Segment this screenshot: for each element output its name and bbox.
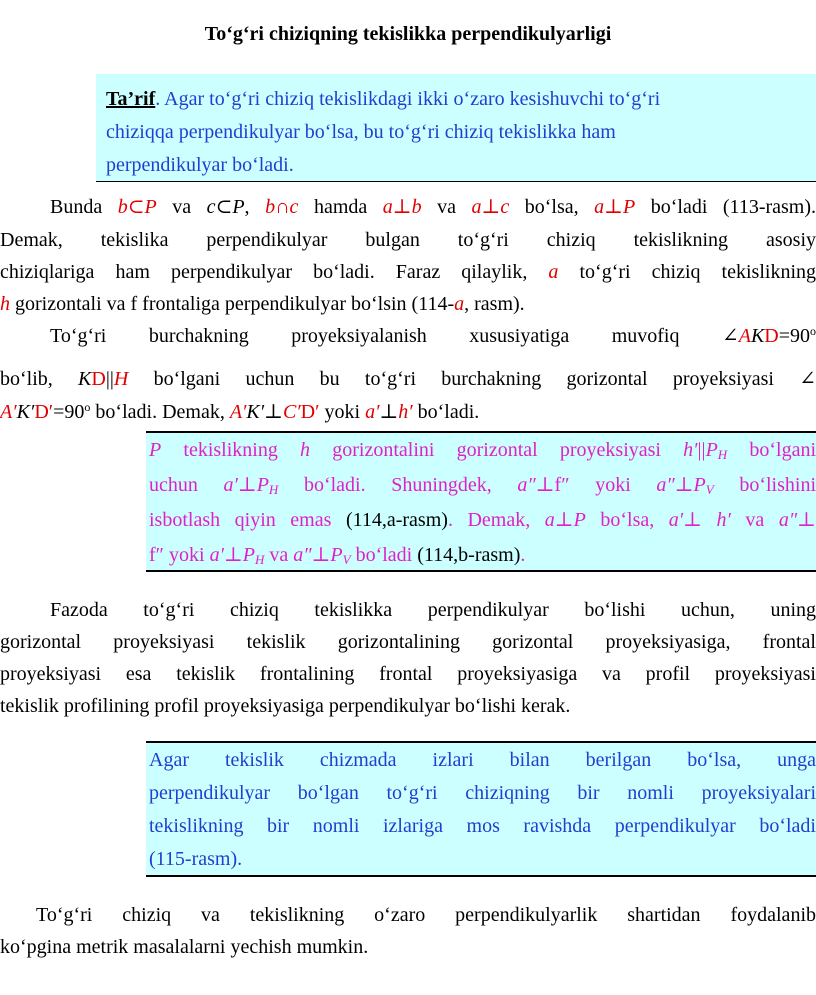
definition-label: Ta’rif	[106, 88, 156, 110]
definition-line-1: Ta’rif. Agar to‘g‘ri chiziq tekislikdagi ikki o‘zaro kesishuvchi to‘g‘ri	[106, 88, 661, 110]
para2-line-2: bo‘lib, KD||H bo‘lgani uchun bu to‘g‘ri burchakning gorizontal proyeksiyasi ∠	[0, 368, 816, 390]
definition-line-3: perpendikulyar bo‘ladi.	[106, 154, 294, 176]
para1-line-2: Demak, tekislika perpendikulyar bulgan to‘g‘ri chiziq tekislikning asosiy	[0, 229, 816, 251]
para2-line-1: To‘g‘ri burchakning proyeksiyalanish xususiyatiga muvofiq $\angle AKD=90^o$	[50, 324, 816, 347]
para3-line-3: proyeksiyasi esa tekislik frontalining frontal proyeksiyasiga va profil proyeksiyasi	[0, 663, 816, 685]
box2-line-4: f″ yoki $a'\perp P_H$ va $a''\perp P_V$ bo‘ladi (114,b-rasm).	[149, 544, 526, 567]
definition-box	[96, 74, 816, 182]
box2-line-1: P tekislikning h gorizontalini gorizontal proyeksiyasi $h'||P_H$ bo‘lgani	[149, 439, 816, 462]
page-title: To‘g‘ri chiziqning tekislikka perpendikulyarligi	[204, 23, 612, 45]
para4-line-2: ko‘pgina metrik masalalarni yechish mumkin.	[0, 936, 369, 958]
para1-line-3: chiziqlariga ham perpendikulyar bo‘ladi. Faraz qilaylik, a to‘g‘ri chiziq tekislikning	[0, 261, 816, 283]
para3-line-2: gorizontal proyeksiyasi tekislik gorizontalining gorizontal proyeksiyasiga, frontal	[0, 631, 816, 653]
note-box-projection	[146, 431, 816, 572]
box2-line-3: isbotlash qiyin emas (114,a-rasm). Demak, a⊥P bo‘lsa, a′⊥ h′ va a″⊥	[149, 509, 816, 531]
para3-line-1: Fazoda to‘g‘ri chiziq tekislikka perpendikulyar bo‘lishi uchun, uning	[50, 599, 816, 621]
para1-line-1: Bunda b⊂P va c⊂P, b∩c hamda a⊥b va a⊥c bo‘lsa, a⊥P bo‘ladi (113-rasm).	[50, 196, 816, 218]
box2-line-2: uchun $a'\perp P_H$ bo‘ladi. Shuningdek, a″⊥f″ yoki $a''\perp P_V$ bo‘lishini	[149, 474, 816, 497]
box3-line-4: (115-rasm).	[149, 848, 243, 870]
para4-line-1: To‘g‘ri chiziq va tekislikning o‘zaro perpendikulyarlik shartidan foydalanib	[36, 904, 816, 926]
para3-line-4: tekislik profilining profil proyeksiyasiga perpendikulyar bo‘lishi kerak.	[0, 695, 571, 717]
para1-line-4: h gorizontali va f frontaliga perpendikulyar bo‘lsin (114-a, rasm).	[0, 293, 525, 315]
box3-line-1: Agar tekislik chizmada izlari bilan berilgan bo‘lsa, unga	[149, 749, 816, 771]
para2-line-3: $A'K'D'=90^o$ bo‘ladi. Demak, A′K′⊥C′D′ yoki a′⊥h′ bo‘ladi.	[0, 400, 480, 423]
note-box-traces	[146, 741, 816, 877]
box3-line-2: perpendikulyar bo‘lgan to‘g‘ri chiziqning bir nomli proyeksiyalari	[149, 782, 816, 804]
box3-line-3: tekislikning bir nomli izlariga mos ravishda perpendikulyar bo‘ladi	[149, 815, 816, 837]
definition-line-2: chiziqqa perpendikulyar bo‘lsa, bu to‘g‘ri chiziq tekislikka ham	[106, 121, 616, 143]
